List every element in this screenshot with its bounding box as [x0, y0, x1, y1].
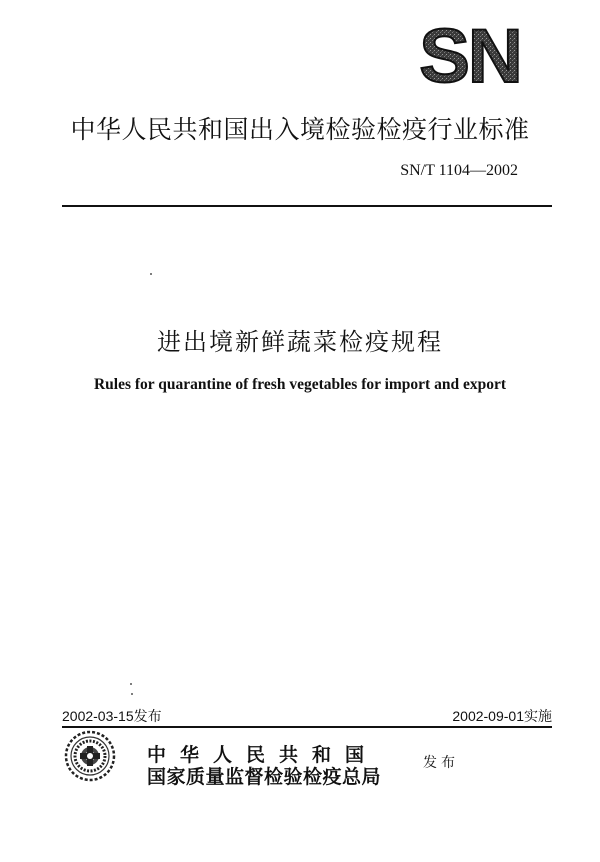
- sn-logo-icon: [418, 22, 522, 88]
- effective-date: 2002-09-01实施: [452, 708, 552, 724]
- document-title-english: Rules for quarantine of fresh vegetables for import and export: [93, 376, 506, 393]
- bottom-divider: [62, 726, 552, 728]
- sn-logo-text: SN: [419, 22, 521, 88]
- standard-number: SN/T 1104—2002: [400, 162, 518, 179]
- issuer-country: 中华人民共和国: [147, 744, 379, 766]
- scan-speck: [130, 683, 132, 685]
- document-title-chinese: 进出境新鲜蔬菜检疫规程: [157, 328, 443, 356]
- scan-speck: [131, 693, 133, 695]
- issuer-agency: 国家质量监督检验检疫总局: [147, 766, 382, 788]
- issuer-published-label: 发布: [423, 755, 459, 771]
- seal-emblem-icon: [64, 730, 116, 782]
- standard-category: 中华人民共和国出入境检验检疫行业标准: [70, 115, 530, 144]
- top-divider: [62, 205, 552, 207]
- issue-date: 2002-03-15发布: [62, 708, 162, 724]
- scan-speck: [150, 273, 152, 275]
